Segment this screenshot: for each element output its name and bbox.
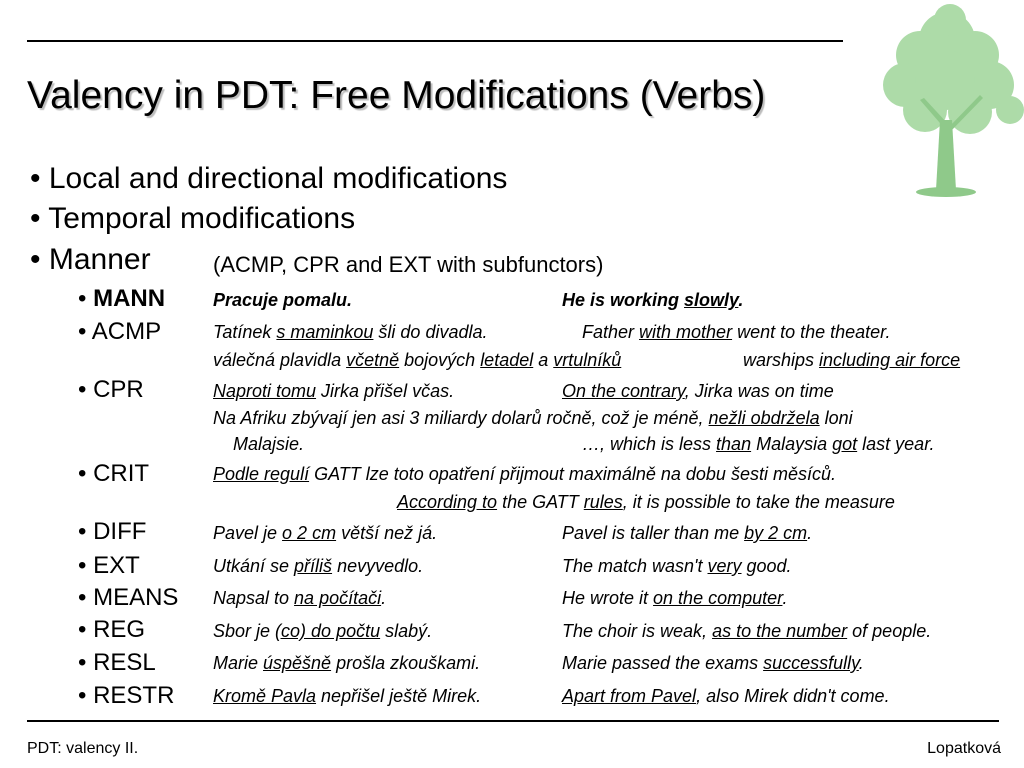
example-restr-en: Apart from Pavel, also Mirek didn't come. (562, 686, 890, 706)
example-ext-cz: Utkání se příliš nevyvedlo. (213, 556, 424, 576)
label-resl: • RESL (78, 649, 156, 676)
label-means: • MEANS (78, 584, 179, 611)
example-cpr-en: On the contrary, Jirka was on time (562, 381, 834, 401)
label-acmp: • ACMP (78, 318, 162, 345)
footer-left: PDT: valency II. (27, 740, 139, 757)
bottom-rule (27, 720, 999, 722)
example-crit-cz: Podle regulí GATT lze toto opatření přijmout maximálně na dobu šesti měsíců. (213, 464, 836, 484)
example-means-cz: Napsal to na počítači. (213, 588, 387, 608)
bullet-temporal: • Temporal modifications (30, 202, 356, 235)
example-acmp-en-2: warships including air force (743, 350, 961, 370)
example-crit-en: According to the GATT rules, it is possible to take the measure (397, 492, 895, 512)
label-restr: • RESTR (78, 682, 175, 709)
label-reg: • REG (78, 616, 146, 643)
label-ext: • EXT (78, 552, 140, 579)
slide-title: Valency in PDT: Free Modifications (Verbs) (27, 74, 766, 117)
example-diff-en: Pavel is taller than me by 2 cm. (562, 523, 813, 543)
example-resl-cz: Marie úspěšně prošla zkouškami. (213, 653, 481, 673)
manner-subfunctors-note: (ACMP, CPR and EXT with subfunctors) (213, 252, 604, 277)
example-acmp-cz: Tatínek s maminkou šli do divadla. (213, 322, 488, 342)
footer-right: Lopatková (927, 740, 1001, 757)
example-mann-cz: Pracuje pomalu. (213, 290, 353, 310)
bullet-local-directional: • Local and directional modifications (30, 162, 508, 195)
example-reg-en: The choir is weak, as to the number of people. (562, 621, 932, 641)
label-mann: • MANN (78, 285, 166, 312)
example-ext-en: The match wasn't very good. (562, 556, 792, 576)
tree-icon (870, 0, 1024, 200)
example-cpr-cz-2: Na Afriku zbývají jen asi 3 miliardy dolarů ročně, což je méně, nežli obdržela loni (213, 408, 853, 428)
example-reg-cz: Sbor je (co) do počtu slabý. (213, 621, 433, 641)
example-acmp-en: Father with mother went to the theater. (582, 322, 891, 342)
example-acmp-cz-2: válečná plavidla včetně bojových letadel a vrtulníků (213, 350, 622, 370)
example-mann-en: He is working slowly. (562, 290, 744, 310)
example-resl-en: Marie passed the exams successfully. (562, 653, 864, 673)
label-diff: • DIFF (78, 518, 147, 545)
bullet-manner: • Manner (30, 243, 151, 276)
top-rule (27, 40, 843, 42)
example-restr-cz: Kromě Pavla nepřišel ještě Mirek. (213, 686, 482, 706)
label-crit: • CRIT (78, 460, 150, 487)
example-means-en: He wrote it on the computer. (562, 588, 788, 608)
example-cpr-cz-3: Malajsie. (233, 434, 305, 454)
example-cpr-cz: Naproti tomu Jirka přišel včas. (213, 381, 455, 401)
label-cpr: • CPR (78, 376, 144, 403)
example-diff-cz: Pavel je o 2 cm větší než já. (213, 523, 438, 543)
example-cpr-en-3: …, which is less than Malaysia got last year. (582, 434, 935, 454)
